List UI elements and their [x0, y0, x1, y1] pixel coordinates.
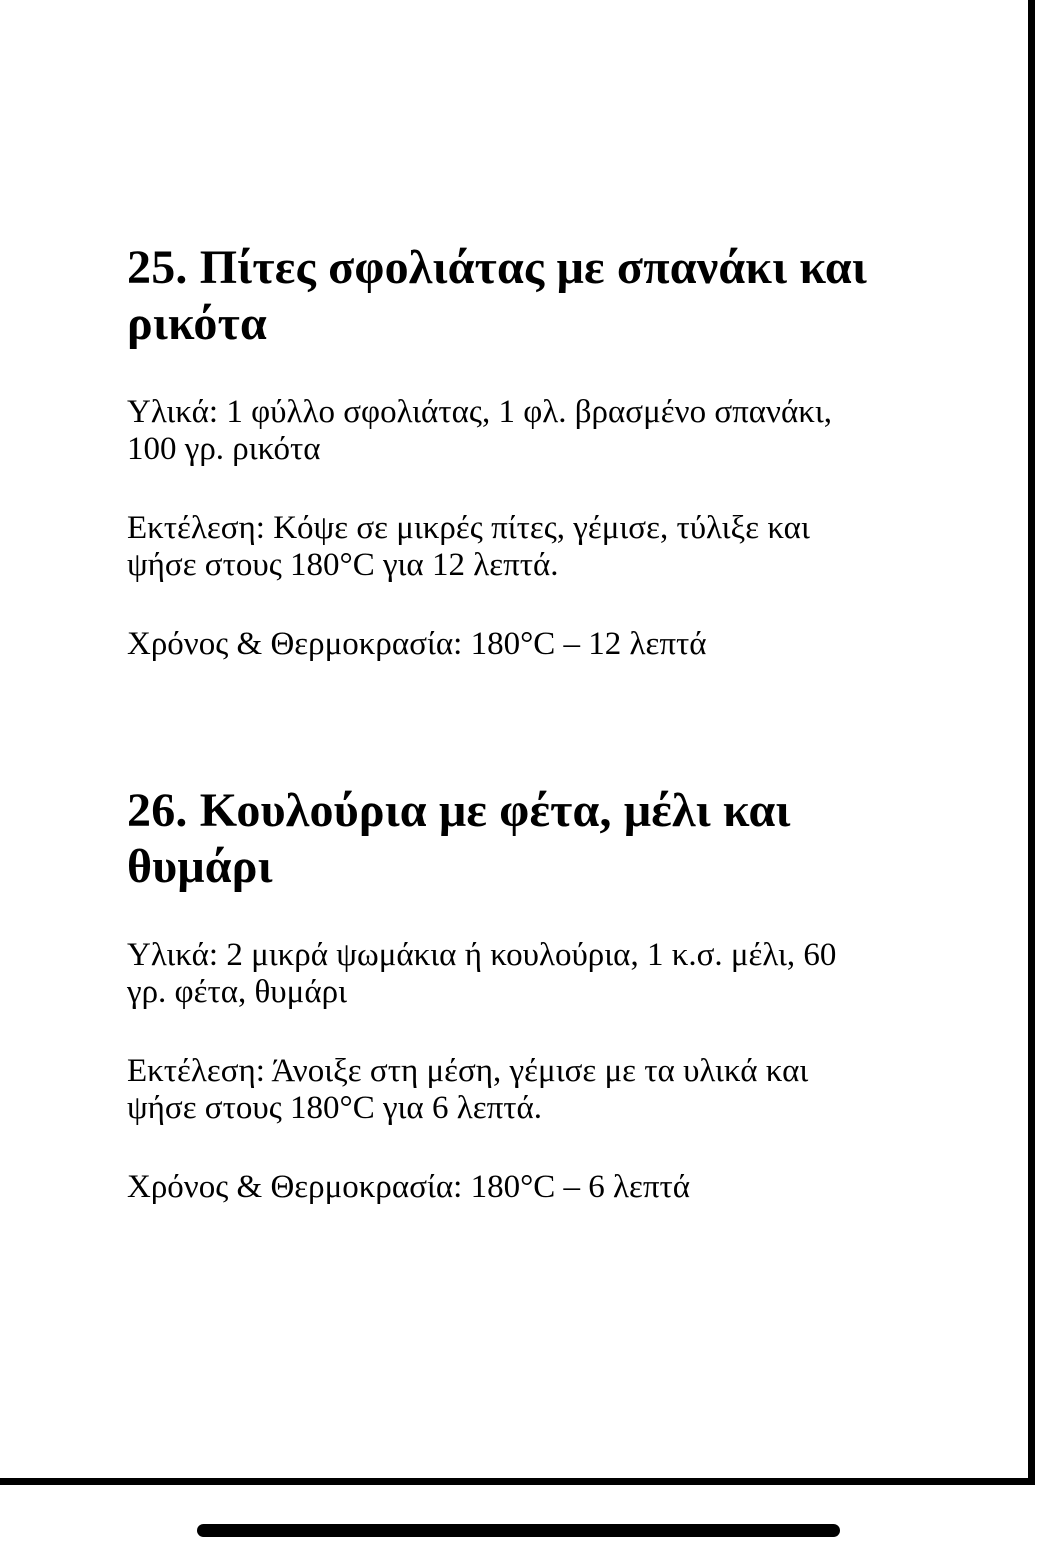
recipe-section-26: [127, 783, 1007, 1206]
execution-line: ψήσε στους 180°C για 12 λεπτά.: [127, 547, 559, 583]
execution-line: Εκτέλεση: Κόψε σε μικρές πίτες, γέμισε, τύλιξε και: [127, 510, 810, 546]
execution-line: ψήσε στους 180°C για 6 λεπτά.: [127, 1090, 543, 1126]
recipe-execution-26: [127, 1053, 1007, 1127]
ingredients-line: Υλικά: 2 μικρά ψωμάκια ή κουλούρια, 1 κ.σ. μέλι, 60: [127, 937, 837, 973]
recipe-title-line: θυμάρι: [127, 840, 273, 893]
recipe-time-25: Χρόνος & Θερμοκρασία: 180°C – 12 λεπτά: [127, 626, 707, 662]
execution-line: Εκτέλεση: Άνοιξε στη μέση, γέμισε με τα υλικά και: [127, 1053, 809, 1089]
home-indicator-bar[interactable]: [197, 1524, 840, 1537]
page-edge-right-border: [1028, 0, 1035, 1485]
recipe-title-25: [127, 240, 1007, 352]
recipe-title-line: 26. Κουλούρια με φέτα, μέλι και: [127, 784, 791, 837]
recipe-section-25: [127, 240, 1007, 663]
ingredients-line: Υλικά: 1 φύλλο σφολιάτας, 1 φλ. βρασμένο σπανάκι,: [127, 394, 833, 430]
recipe-title-26: [127, 783, 1007, 895]
document-page: [127, 0, 1007, 1206]
recipe-ingredients-25: [127, 394, 1007, 468]
recipe-title-line: ρικότα: [127, 297, 267, 350]
recipe-time-26: Χρόνος & Θερμοκρασία: 180°C – 6 λεπτά: [127, 1169, 691, 1205]
recipe-title-line: 25. Πίτες σφολιάτας με σπανάκι και: [127, 241, 867, 294]
recipe-ingredients-26: [127, 937, 1007, 1011]
page-edge-bottom-border: [0, 1478, 1035, 1485]
recipe-execution-25: [127, 510, 1007, 584]
ingredients-line: γρ. φέτα, θυμάρι: [127, 974, 347, 1010]
ingredients-line: 100 γρ. ρικότα: [127, 431, 321, 467]
